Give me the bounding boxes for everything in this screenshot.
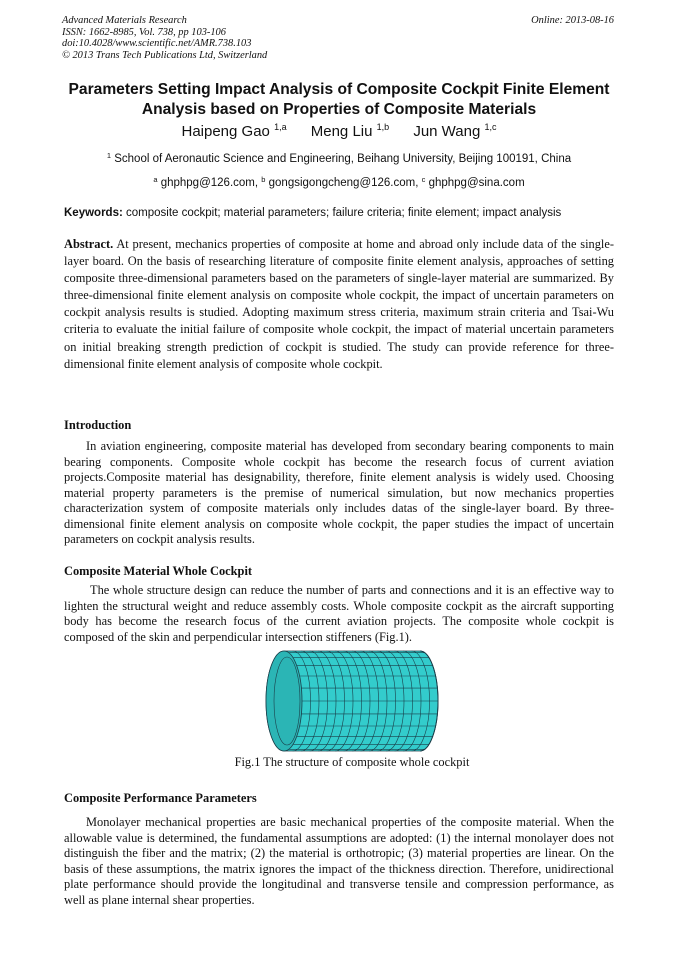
author: Jun Wang $^{1,c}$ — [413, 122, 497, 140]
cylinder-left-opening — [266, 651, 302, 751]
journal-header — [62, 15, 267, 61]
section-heading-performance: Composite Performance Parameters — [64, 791, 257, 805]
email-link[interactable]: ghphpg@sina.com — [428, 177, 525, 189]
section-heading-introduction: Introduction — [64, 418, 132, 432]
author: Haipeng Gao $^{1,a}$ — [181, 122, 287, 140]
issn-line: ISSN: 1662-8985, Vol. 738, pp 103-106 — [62, 26, 226, 38]
section-heading-cockpit: Composite Material Whole Cockpit — [64, 564, 253, 578]
email-link[interactable]: ghphpg@126.com, — [160, 177, 259, 189]
doi-line[interactable]: doi:10.4028/www.scientific.net/AMR.738.103 — [62, 38, 252, 50]
affiliation: $^1$ School of Aeronautic Science and Engineering, Beihang University, Beijing 100191, China — [106, 151, 572, 165]
abstract-label: Abstract. — [64, 237, 114, 251]
keywords-text: composite cockpit; material parameters; failure criteria; finite element; impact analysis — [126, 207, 562, 219]
keywords-label: Keywords: — [64, 207, 123, 219]
copyright-line: © 2013 Trans Tech Publications Ltd, Switzerland — [62, 49, 268, 61]
email-link[interactable]: gongsigongcheng@126.com, — [268, 177, 419, 189]
abstract — [64, 236, 614, 373]
author-emails: $^a$ ghphpg@126.com, $^b$ gongsigongcheng@126.com, $^c$ ghphpg@sina.com — [153, 175, 525, 189]
paper-title: Parameters Setting Impact Analysis of Composite Cockpit Finite Element Analysis based on Properties of Composite Materials — [68, 81, 610, 118]
performance-paragraph: Monolayer mechanical properties are basic mechanical properties of the composite material. When the allowable value is determined, the fundamental assumptions are adopted: (1) the internal monolayer does not distinguish the fiber and the matrix; (2) the material is orthotropic; (3) material properties are linear. On the basis of these assumptions, the matrix ignores the impact of the thickness direction. Therefore, unidirectional plate performance should provide the longitudinal and transverse tensile and compression performance, as well as plane internal shear properties. — [64, 815, 614, 907]
online-date: Online: 2013-08-16 — [531, 15, 614, 26]
figure-caption: Fig.1 The structure of composite whole cockpit — [234, 755, 470, 769]
cockpit-mesh-figure — [262, 648, 442, 754]
author: Meng Liu $^{1,b}$ — [310, 122, 390, 140]
introduction-paragraph: In aviation engineering, composite material has developed from secondary bearing components to main bearing components. Composite whole cockpit has become the research focus of current aviation projects.Composite material has designability, therefore, finite element analysis is widely used. Choosing material property parameters is the premise of numerical simulation, but now mechanics properties characterization system of composite materials only includes datas of the single-layer board. By three-dimensional finite element analysis on composite whole cockpit, the paper studies the impact of uncertain parameters on cockpit analysis results. — [64, 439, 614, 546]
cockpit-paragraph: The whole structure design can reduce the number of parts and connections and it is an effective way to lighten the structural weight and reduce assembly costs. Whole composite cockpit as the aircraft supporting body has become the research focus of the current aviation projects. The composite whole cockpit is composed of the skin and perpendicular intersection stiffeners (Fig.1). — [64, 583, 614, 644]
keywords — [64, 206, 620, 220]
author-list — [62, 123, 616, 141]
abstract-text: At present, mechanics properties of composite at home and abroad only include data of the single-layer board. On the basis of researching literature of composite finite element analysis, approaches of setting composite three-dimensional parameters based on the parameters of single-layer material are summarized. By three-dimensional finite element analysis on composite whole cockpit, the impact of uncertain parameters on cockpit analysis results is studied. Adopting maximum stress criteria, maximum strain criteria and Tsai-Wu criteria to evaluate the initial failure of composite whole cockpit, the impact of material uncertain parameters on initial breaking strength prediction of cockpit is studied. The study can provide reference for three-dimensional finite element analysis of composite whole cockpit. — [64, 237, 614, 371]
journal-name: Advanced Materials Research — [62, 15, 187, 26]
